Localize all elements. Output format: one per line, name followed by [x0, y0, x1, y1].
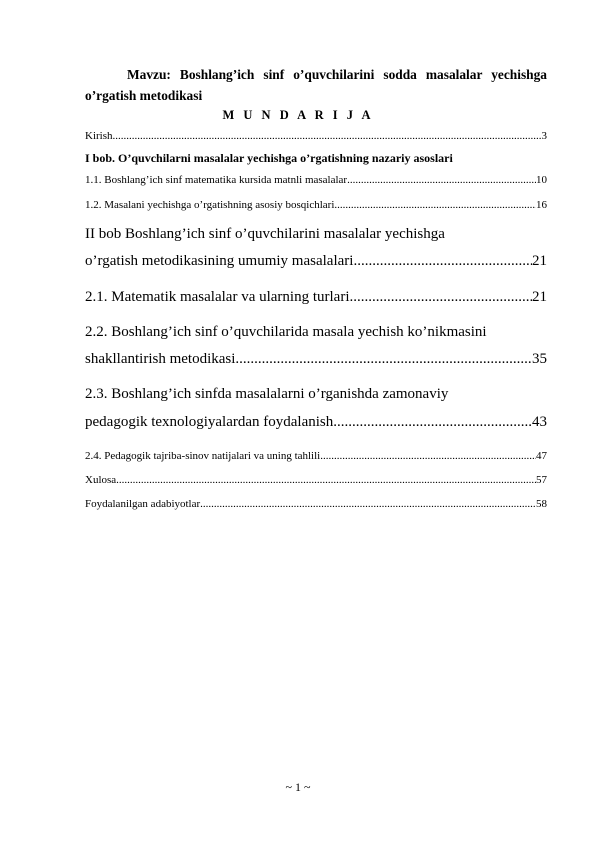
- toc-title: 2.4. Pedagogik tajriba-sinov natijalari va uning tahlili: [85, 450, 321, 462]
- toc-leader: [353, 253, 532, 270]
- topic-line-1: Mavzu: Boshlang’ich sinf o’quvchilarini sodda masalalar yechishga: [127, 67, 547, 82]
- toc-chapter-2-line-1[interactable]: II bob Boshlang’ich sinf o’quvchilarini masalalar yechishga: [85, 226, 445, 242]
- toc-leader: [347, 174, 536, 186]
- toc-title: Kirish: [85, 130, 113, 142]
- toc-entry-kirish[interactable]: [85, 130, 547, 142]
- toc-page: 10: [536, 174, 547, 186]
- toc-entry-2-3[interactable]: [85, 414, 547, 431]
- toc-title: Foydalanilgan adabiyotlar: [85, 498, 201, 510]
- toc-page: 43: [532, 414, 547, 430]
- toc-leader: [235, 351, 532, 368]
- toc-title: pedagogik texnologiyalardan foydalanish: [85, 414, 334, 430]
- document-topic: [85, 64, 547, 106]
- page-number-footer: ~ 1 ~: [285, 780, 311, 794]
- toc-leader: [334, 199, 536, 211]
- toc-page: 21: [532, 289, 547, 305]
- toc-section-2-3-line-1[interactable]: 2.3. Boshlang’ich sinfda masalalarni o’rganishda zamonaviy: [85, 386, 449, 402]
- toc-entry-xulosa[interactable]: [85, 474, 547, 486]
- toc-title: 2.1. Matematik masalalar va ularning turlari: [85, 289, 350, 305]
- toc-leader: [200, 498, 536, 510]
- topic-line-2: o’rgatish metodikasi: [85, 88, 203, 103]
- toc-entry-1-1[interactable]: [85, 174, 547, 186]
- toc-leader: [116, 474, 536, 486]
- toc-entry-2-2[interactable]: [85, 351, 547, 368]
- toc-page: 21: [532, 253, 547, 269]
- toc-entry-2-4[interactable]: [85, 450, 547, 462]
- toc-leader: [350, 289, 533, 306]
- toc-title: o’rgatish metodikasining umumiy masalalari: [85, 253, 354, 269]
- toc-section-2-2-line-1[interactable]: 2.2. Boshlang’ich sinf o’quvchilarida masala yechish ko’nikmasini: [85, 324, 487, 340]
- toc-title: shakllantirish metodikasi: [85, 351, 236, 367]
- toc-entry-1-2[interactable]: [85, 199, 547, 211]
- toc-leader: [333, 414, 532, 431]
- toc-page: 35: [532, 351, 547, 367]
- toc-title: 1.2. Masalani yechishga o’rgatishning asosiy bosqichlari: [85, 199, 335, 211]
- toc-chapter-1[interactable]: I bob. O’quvchilarni masalalar yechishga o’rgatishning nazariy asoslari: [85, 151, 453, 165]
- toc-page: 47: [536, 450, 547, 462]
- toc-entry-2-1[interactable]: [85, 289, 547, 306]
- toc-page: 58: [536, 498, 547, 510]
- toc-page: 16: [536, 199, 547, 211]
- contents-heading: M U N D A R I J A: [222, 108, 374, 122]
- toc-entry-adabiyotlar[interactable]: [85, 498, 547, 510]
- toc-title: 1.1. Boshlang’ich sinf matematika kursida matnli masalalar: [85, 174, 348, 186]
- toc-entry-chapter-2[interactable]: [85, 253, 547, 270]
- toc-leader: [320, 450, 536, 462]
- toc-title: Xulosa: [85, 474, 117, 486]
- toc-page: 3: [541, 130, 547, 142]
- toc-leader: [113, 130, 542, 142]
- toc-page: 57: [536, 474, 547, 486]
